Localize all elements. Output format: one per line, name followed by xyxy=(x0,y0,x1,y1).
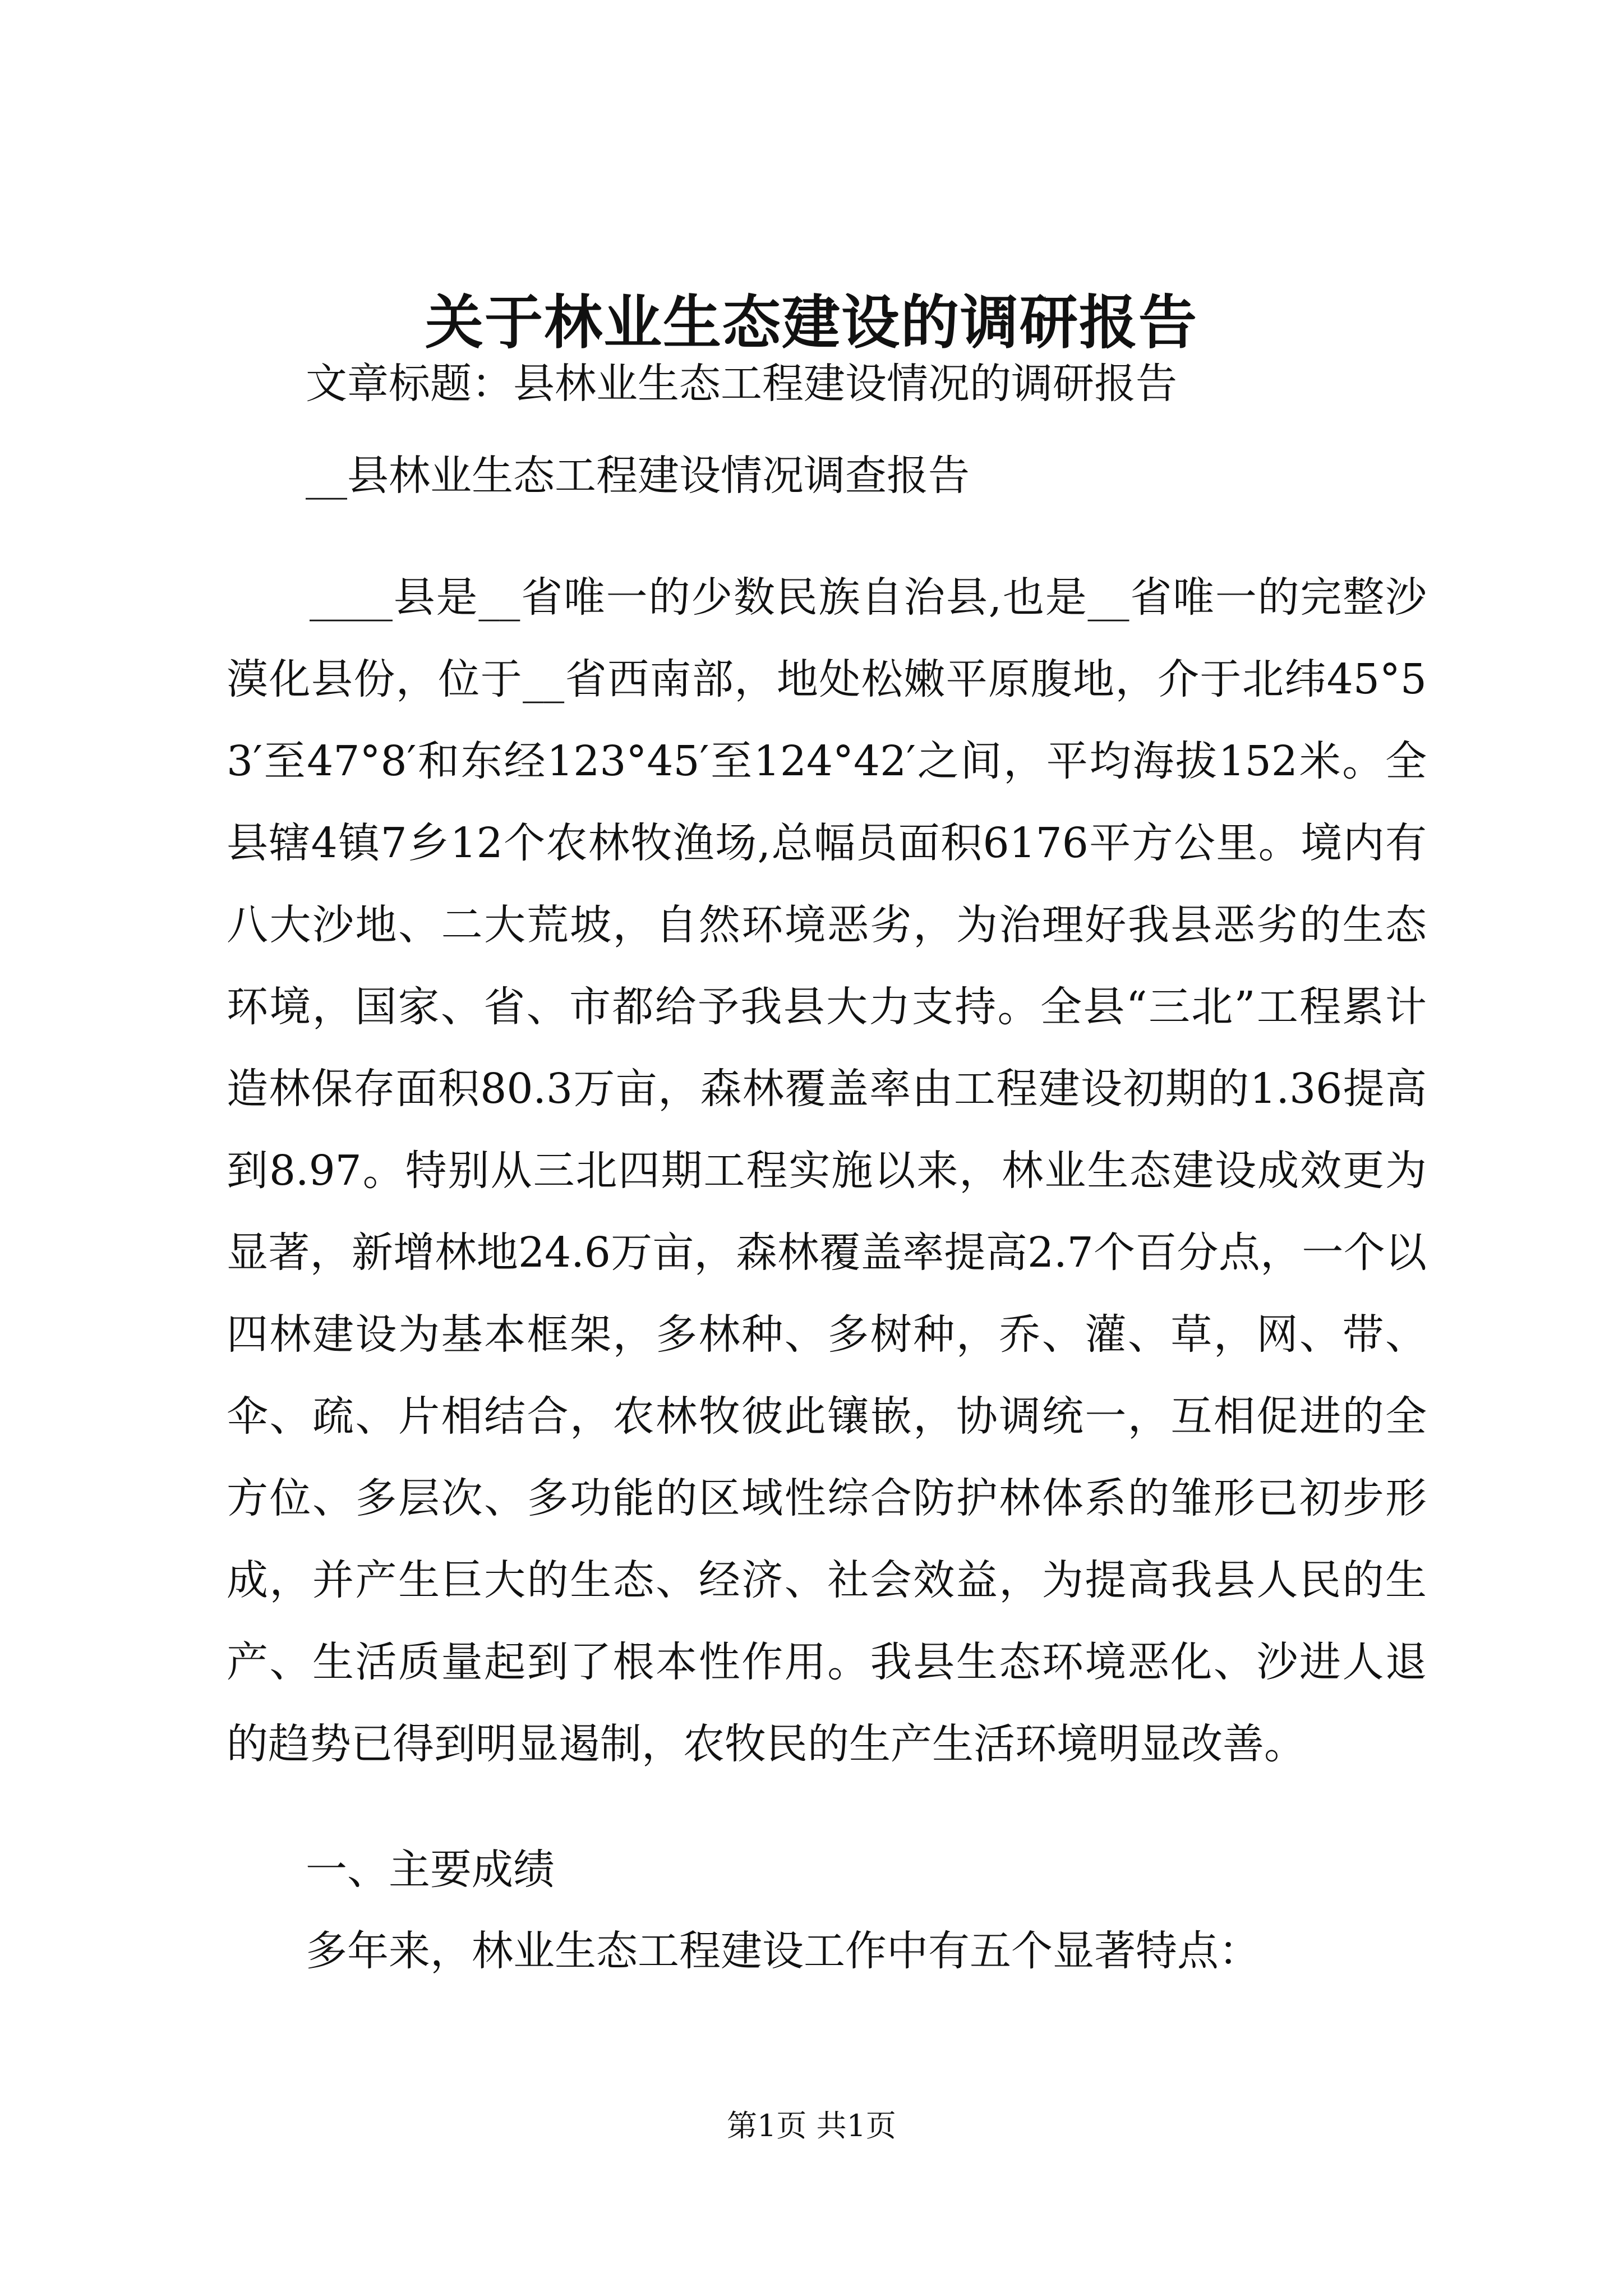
section-heading: 一、主要成绩 xyxy=(306,1846,555,1894)
section-intro: 多年来，林业生态工程建设工作中有五个显著特点： xyxy=(306,1927,1260,1975)
page-footer: 第1页 共1页 xyxy=(727,2108,896,2143)
article-title-line: 文章标题：县林业生态工程建设情况的调研报告 xyxy=(306,360,1177,408)
document-title: 关于林业生态建设的调研报告 xyxy=(425,288,1198,357)
subtitle-line: __县林业生态工程建设情况调查报告 xyxy=(306,452,970,500)
body-paragraph: ____县是__省唯一的少数民族自治县,也是__省唯一的完整沙漠化县份，位于__省西南部，地处松嫩平原腹地，介于北纬45°53′至47°8′和东经123°45′至124°42′之间，平均海拔152米。全县辖4镇7乡12个农林牧渔场,总幅员面积6176平方公里。境内有八大沙地、二大荒坡，自然环境恶劣，为治理好我县恶劣的生态环境，国家、省、市都给予我县大力支持。全县“三北”工程累计造林保存面积80.3万亩，森林覆盖率由工程建设初期的1.36提高到8.97。特别从三北四期工程实施以来，林业生态建设成效更为显著，新增林地24.6万亩，森林覆盖率提高2.7个百分点，一个以四林建设为基本框架，多林种、多树种，乔、灌、草，网、带、伞、疏、片相结合，农林牧彼此镶嵌，协调统一，互相促进的全方位、多层次、多功能的区域性综合防护林体系的雏形已初步形成，并产生巨大的生态、经济、社会效益，为提高我县人民的生产、生活质量起到了根本性作用。我县生态环境恶化、沙进人退的趋势已得到明显遏制，农牧民的生产生活环境明显改善。 xyxy=(227,573,1427,1768)
